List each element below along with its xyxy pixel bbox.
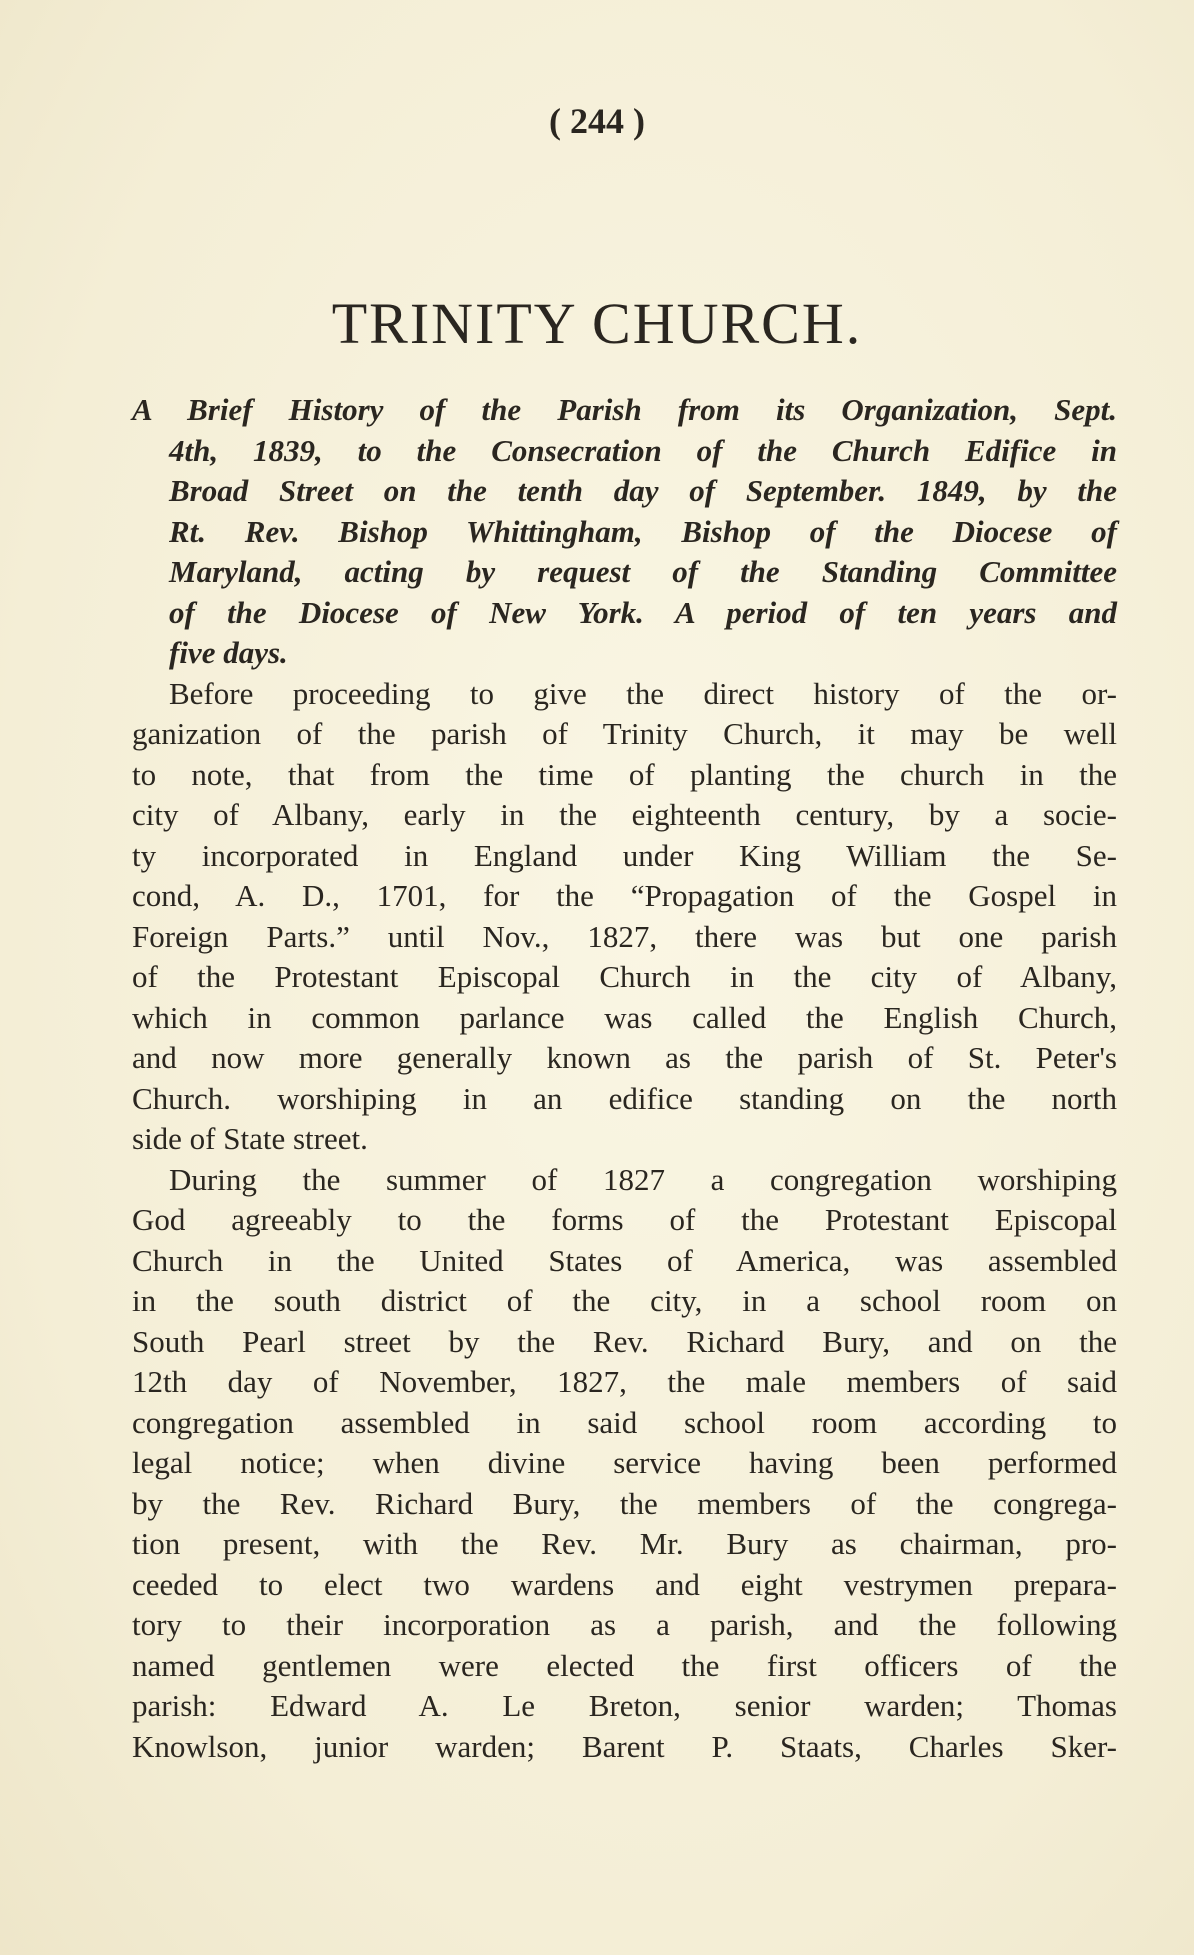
intro-line: 4th, 1839, to the Consecration of the Church Edifice in <box>169 432 1117 468</box>
page-title: TRINITY CHURCH. <box>331 291 863 356</box>
paragraph-line: of the Protestant Episcopal Church in the city of Albany, <box>132 959 1117 994</box>
paragraph-line: ganization of the parish of Trinity Church, it may be well <box>132 716 1117 751</box>
paragraph-line: Before proceeding to give the direct history of the or- <box>169 675 1117 711</box>
paragraph-line: Church in the United States of America, was assembled <box>132 1242 1117 1278</box>
paragraph-line: ty incorporated in England under King William the Se- <box>132 837 1117 873</box>
intro-summary <box>132 390 1117 674</box>
paragraph-line: During the summer of 1827 a congregation worshiping <box>169 1161 1117 1197</box>
paragraph-line: which in common parlance was called the English Church, <box>132 999 1117 1035</box>
paragraph-line: parish: Edward A. Le Breton, senior warden; Thomas <box>132 1688 1117 1723</box>
paragraph-line: Foreign Parts.” until Nov., 1827, there was but one parish <box>132 918 1117 954</box>
intro-line: of the Diocese of New York. A period of ten years and <box>169 594 1117 630</box>
paragraph-line: to note, that from the time of planting the church in the <box>132 756 1117 792</box>
paragraph-line: Church. worshiping in an edifice standing on the north <box>132 1080 1117 1116</box>
page-number: ( 244 ) <box>549 101 645 141</box>
paragraph-line: tory to their incorporation as a parish, and the following <box>132 1607 1117 1642</box>
paragraph-line: congregation assembled in said school room according to <box>132 1404 1117 1440</box>
paragraph-line: cond, A. D., 1701, for the “Propagation of the Gospel in <box>132 878 1117 913</box>
paragraph-line: in the south district of the city, in a school room on <box>132 1283 1117 1318</box>
paragraph-line: tion present, with the Rev. Mr. Bury as chairman, pro- <box>132 1526 1117 1561</box>
intro-line: Maryland, acting by request of the Standing Committee <box>169 554 1117 589</box>
intro-line: Rt. Rev. Bishop Whittingham, Bishop of the Diocese of <box>169 513 1117 549</box>
body-text <box>132 390 1117 1767</box>
paragraph-line: by the Rev. Richard Bury, the members of the congrega- <box>132 1485 1117 1521</box>
paragraph-line: 12th day of November, 1827, the male members of said <box>132 1364 1117 1399</box>
paragraph-1 <box>132 674 1117 1160</box>
intro-line: Broad Street on the tenth day of September. 1849, by the <box>169 473 1117 508</box>
paragraph-line: and now more generally known as the parish of St. Peter's <box>132 1040 1117 1075</box>
paragraph-line: named gentlemen were elected the first officers of the <box>132 1647 1117 1683</box>
intro-line: A Brief History of the Parish from its Organization, Sept. <box>132 392 1117 427</box>
intro-line: five days. <box>169 635 288 670</box>
paragraph-line: legal notice; when divine service having been performed <box>132 1445 1117 1480</box>
paragraph-line: God agreeably to the forms of the Protestant Episcopal <box>132 1202 1117 1237</box>
paragraph-line: ceeded to elect two wardens and eight vestrymen prepara- <box>132 1566 1117 1602</box>
paragraph-2 <box>132 1160 1117 1768</box>
paragraph-line: South Pearl street by the Rev. Richard Bury, and on the <box>132 1323 1117 1359</box>
paragraph-line: Knowlson, junior warden; Barent P. Staats, Charles Sker- <box>132 1728 1117 1764</box>
paragraph-line: side of State street. <box>132 1121 368 1156</box>
paragraph-line: city of Albany, early in the eighteenth century, by a socie- <box>132 797 1117 832</box>
